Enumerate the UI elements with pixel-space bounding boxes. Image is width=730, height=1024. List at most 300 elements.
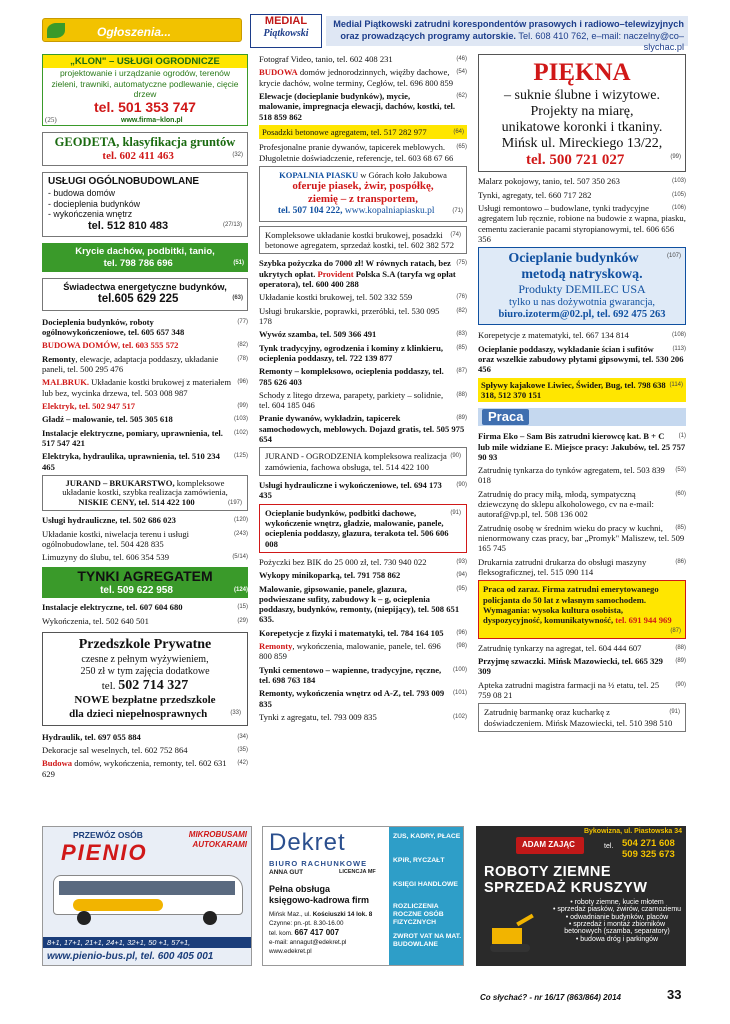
demilec-line: Produkty DEMILEC USA (518, 282, 646, 297)
ad-number: (100) (452, 666, 467, 673)
zajac-services (552, 899, 682, 943)
item-text: Zatrudnię tynkarzy na agregat, tel. 604 444 607 (478, 642, 642, 653)
praca-title: Praca (482, 409, 529, 425)
demilec-line: tylko u nas dożywotnia gwarancja, (508, 297, 656, 309)
item-bold: Budowa (42, 758, 73, 769)
ad-number: (243) (233, 530, 248, 537)
dekret-address-text: Mińsk Maz., ul. (269, 911, 313, 918)
item-text: Tynki, agregaty, tel. 660 717 282 (478, 189, 592, 200)
ad-demilec (478, 247, 686, 325)
ad-number: (78) (237, 355, 248, 362)
piekna-tel: tel. 500 721 027 (526, 152, 625, 169)
ad-number: (91) (450, 509, 461, 516)
classified-item (42, 529, 248, 550)
medial-logo (250, 14, 322, 48)
ad-number: (197) (227, 499, 242, 506)
classified-item (42, 414, 248, 424)
dekret-tag: ZWROT VAT NA MAT. BUDOWLANE (393, 933, 462, 948)
classified-item (259, 688, 467, 709)
ad-number: (15) (237, 604, 248, 611)
ad-number: (42) (237, 760, 248, 767)
logo-text-bottom: Piątkowski (263, 28, 309, 40)
item-text: , wykończenia, malowanie, panele, tel. 696 800 859 (259, 641, 441, 662)
zajac-tel-prefix: tel. (604, 843, 614, 850)
item-bold: tel. 691 944 969 (615, 615, 672, 626)
zajac-service: • sprzedaż i montaż zbiorników betonowych (szamba, separatory) (564, 921, 670, 936)
klon-title: „KLON" – USŁUGI OGRODNICZE (43, 55, 247, 68)
dekret-hours: Czynne: pn.-pt. 8.30-16.00 (269, 920, 344, 927)
item-text: Praca od zaraz. Firma zatrudni emerytowanego policjanta do 50 lat z własnym samochodem. Wymagania: wysoka kultura osobista, dyspozycyjność, komunikatywność, (483, 584, 659, 626)
item-text: Hydraulik, tel. 697 055 884 (42, 731, 141, 742)
tynki-tel: tel. 509 622 958 (100, 585, 173, 597)
item-text: Usługi brukarskie, poprawki, przeróbki, tel. 530 095 178 (259, 305, 440, 326)
klon-www[interactable]: www.firma–klon.pl (121, 116, 183, 124)
ad-number: (51) (233, 259, 244, 266)
jurand-text: kompleksowe układanie kostki, szybka realizacja zamówienia, (62, 477, 228, 498)
ad-number: (29) (237, 617, 248, 624)
section-header (42, 18, 242, 42)
classified-item (478, 344, 686, 375)
classified-item (259, 366, 467, 387)
ad-number: (82) (456, 307, 467, 314)
classified-item (259, 142, 467, 163)
pienio-top: PRZEWÓZ OSÓB (73, 830, 143, 840)
ad-krycie (42, 243, 248, 272)
item-text: Fotograf Video, tanio, tel. 602 408 231 (259, 54, 393, 64)
ad-number: (120) (233, 517, 248, 524)
item-text: Zatrudnię do pracy miłą, młodą, sympatyczną dziewczynę do sklepu alkoholowego, cv na e-mail: autoraf@vp.pl, tel. 508 136 002 (478, 488, 654, 520)
ad-number: (27/13) (222, 221, 242, 228)
classified-item (42, 552, 248, 562)
dekret-tel-prefix: tel. kom. (269, 930, 295, 937)
item-bold: BUDOWA (259, 67, 298, 78)
classified-item (259, 343, 467, 364)
ad-number: (62) (456, 92, 467, 99)
classified-item (259, 665, 467, 686)
item-text: Zatrudnię tynkarza do tynków agregatem, tel. 503 839 018 (478, 465, 665, 486)
header-line-1: Medial Piątkowski zatrudni korespondentów prasowych i radiowo–telewizyjnych (333, 19, 684, 29)
classified-item (259, 54, 467, 64)
ad-number: (103) (671, 178, 686, 185)
uslugi-title: USŁUGI OGÓLNOBUDOWLANE (48, 176, 200, 188)
ad-dekret (262, 826, 464, 966)
dekret-sub: BIURO RACHUNKOWE (269, 859, 368, 868)
item-text: Wykopy minikoparką, tel. 791 758 862 (259, 570, 401, 581)
item-text: Limuzyny do ślubu, tel. 606 354 539 (42, 552, 169, 563)
item-text: Usługi hydrauliczne i wykończeniowe, tel. 694 173 435 (259, 480, 442, 501)
classified-item (42, 428, 248, 449)
dekret-address (269, 911, 372, 919)
zajac-heading: SPRZEDAŻ KRUSZYW (484, 880, 648, 896)
item-text: Dekoracje sal weselnych, tel. 602 752 864 (42, 745, 188, 756)
krycie-tel: tel. 798 786 696 (103, 257, 173, 269)
pienio-mikrobusami: MIKROBUSAMI (188, 830, 247, 839)
jurand-tel: NISKIE CENY, tel. 514 422 100 (78, 496, 195, 507)
logo-text-top: MEDIAL (264, 15, 308, 27)
classified-item (478, 431, 686, 462)
tynki-title: TYNKI AGREGATEM (77, 568, 213, 585)
ad-number: (71) (452, 208, 463, 215)
item-text: Schody z litego drzewa, parapety, parkiety – solidnie, tel. 604 185 046 (259, 389, 444, 411)
kopalnia-line: ziemię – z transportem, (308, 193, 418, 206)
ad-number: (75) (456, 260, 467, 267)
item-text: Tynki cementowo – wapienne, tradycyjne, ręczne, tel. 698 763 184 (259, 664, 442, 686)
item-text: Zatrudnię osobę w średnim wieku do pracy w kuchni, nienormowany czas pracy, bar „Promyk" Maliszew, tel. 509 165 745 (478, 522, 685, 554)
classified-item (42, 745, 248, 755)
ad-number: (64) (453, 128, 464, 135)
ad-tynki (42, 567, 248, 598)
header-line-2b: Tel. 608 410 762, e–mail: naczelny@co–slychac.pl (515, 30, 684, 52)
klon-tel: tel. 501 353 747 (94, 98, 196, 115)
item-text: Instalacje elektryczne, pomiary, uprawnienia, tel. 517 547 421 (42, 427, 223, 448)
item-text: Korepetycje z fizyki i matematyki, tel. 784 164 105 (259, 627, 444, 638)
classified-item (478, 643, 686, 653)
ad-number: (76) (456, 294, 467, 301)
przedszkole-line: 250 zł w tym zajęcia dodatkowe (80, 665, 210, 677)
uslugi-tel: tel. 512 810 483 (88, 219, 169, 232)
classified-item (259, 258, 467, 289)
ad-number: (107) (666, 253, 681, 260)
item-text: Ocieplanie poddaszy, wykładanie ścian i sufitów oraz wszelkie zabudowy płytami gipsowymi, tel. 530 206 456 (478, 343, 684, 375)
jurand-title: JURAND – BRUKARSTWO, (65, 477, 175, 488)
item-text: Apteka zatrudni magistra farmacji na ½ etatu, tel. 25 759 08 21 (478, 679, 660, 700)
ad-number: (125) (233, 453, 248, 460)
zajac-service: • sprzedaż piasków, żwirów, czarnoziemu (552, 906, 682, 914)
item-text: Usługi hydrauliczne, tel. 502 686 023 (42, 515, 176, 526)
piekna-title: PIĘKNA (533, 59, 631, 86)
ad-number: (99) (670, 154, 681, 161)
classified-item (259, 584, 467, 625)
zajac-tel-1: 504 271 608 (622, 838, 675, 849)
item-text: Malarz pokojowy, tanio, tel. 507 350 263 (478, 176, 620, 187)
kopalnia-www[interactable]: www.kopalniapiasku.pl (342, 206, 435, 217)
demilec-tel: biuro.izoterm@02.pl, tel. 692 475 263 (498, 309, 666, 321)
ad-number: (93) (456, 558, 467, 565)
przedszkole-title: Przedszkole Prywatne (78, 636, 212, 652)
classified-item (42, 515, 248, 525)
dekret-tag: ZUS, KADRY, PŁACE (393, 833, 461, 840)
pienio-www[interactable]: www.pienio-bus.pl, tel. 600 405 001 (47, 951, 214, 962)
praca-header (478, 408, 686, 426)
ad-number: (33) (230, 709, 241, 716)
ad-number: (95) (456, 585, 467, 592)
classified-item (42, 317, 248, 338)
przedszkole-line: czesne z pełnym wyżywieniem, (81, 653, 209, 665)
przedszkole-tel-prefix: tel. (101, 679, 116, 692)
item-bold: Provident (317, 268, 354, 279)
ad-number: (87) (456, 368, 467, 375)
zajac-heading: ROBOTY ZIEMNE (484, 864, 612, 880)
classified-item (259, 390, 467, 411)
item-text: Posadzki betonowe agregatem, tel. 517 282 977 (262, 126, 427, 137)
pienio-seats: 8+1, 17+1, 21+1, 24+1, 32+1, 50 +1, 57+1, (43, 937, 251, 948)
item-text: Elewacje (docieplanie budynków), mycie, malowanie, impregnacja elewacji, dachów, kostki, tel. 518 859 862 (259, 90, 456, 122)
item-text: Remonty, wykończenia wnętrz od A-Z, tel. 793 009 835 (259, 688, 445, 709)
demilec-line: Ocieplanie budynków (508, 251, 639, 267)
kopalnia-title: KOPALNIA PIASKU (279, 169, 359, 180)
item-text: Elektryk, tel. 502 947 517 (42, 400, 136, 411)
ad-number: (85) (675, 524, 686, 531)
zajac-name: ADAM ZAJĄC (522, 840, 575, 849)
leaf-icon (47, 23, 65, 38)
piekna-line: Projekty na miarę, (530, 103, 634, 119)
classified-item (259, 641, 467, 662)
pienio-autokarami: AUTOKARAMI (192, 840, 247, 849)
item-text: Wykończenia, tel. 502 640 501 (42, 615, 149, 626)
ad-number: (103) (233, 416, 248, 423)
classified-item (478, 523, 686, 554)
ad-number: (102) (452, 713, 467, 720)
item-text: Firma Eko – Sam Bis zatrudni kierowcę kat. B + C lub mile widziane E. Miejsce pracy: Jakubów, tel. 25 757 90 93 (478, 431, 686, 462)
ad-number: (90) (675, 681, 686, 688)
przedszkole-tel: 502 714 327 (118, 677, 189, 693)
dekret-line: księgowo-kadrowa firm (269, 895, 370, 905)
item-text: Instalacje elektryczne, tel. 607 604 680 (42, 602, 183, 613)
ad-number: (65) (456, 144, 467, 151)
uslugi-line: - docieplenia budynków (48, 198, 140, 209)
item-text: Remonty – kompleksowo, ocieplenia poddaszy, tel. 785 626 403 (259, 366, 444, 387)
item-text: Układanie kostki brukowej, tel. 502 332 559 (259, 292, 413, 303)
ad-number: (86) (675, 558, 686, 565)
ad-number: (91) (669, 709, 680, 716)
ad-praca-policjant (478, 580, 686, 638)
ad-number: (85) (456, 344, 467, 351)
przedszkole-line: NOWE bezpłatne przedszkole (74, 694, 216, 707)
dekret-tag: ROZLICZENIA ROCZNE OSÓB FIZYCZNYCH (393, 903, 444, 926)
item-text: Wywóz szamba, tel. 509 366 491 (259, 329, 377, 340)
page-number: 33 (667, 987, 682, 1002)
dekret-tel (269, 928, 339, 938)
classified-item (478, 190, 686, 200)
ad-uslugi (42, 172, 248, 237)
przedszkole-line: dla dzieci niepełnosprawnych (69, 707, 208, 720)
ad-number: (60) (675, 490, 686, 497)
ad-number: (35) (237, 747, 248, 754)
item-text: Profesjonalne pranie dywanów, tapicerek meblowych. Długoletnie doświadczenie, referencje, tel. 603 68 67 66 (259, 142, 454, 163)
ad-number: (114) (669, 381, 683, 388)
ad-number: (98) (456, 643, 467, 650)
classified-item (42, 732, 248, 742)
dekret-address-street: Kościuszki 14 lok. 8 (312, 911, 373, 918)
header-banner (326, 16, 688, 52)
kopalnia-line: oferuje piasek, żwir, pospółkę, (292, 180, 434, 192)
item-text: Pożyczki bez BIK do 25 000 zł, tel. 730 940 022 (259, 556, 427, 567)
dekret-owner: ANNA GUT (269, 869, 304, 876)
classified-item (478, 557, 686, 578)
classified-item (42, 340, 248, 350)
classified-item (478, 656, 686, 677)
classified-item (42, 401, 248, 411)
classified-item (259, 329, 467, 339)
column-1 (42, 54, 248, 782)
ad-number: (89) (675, 658, 686, 665)
item-text: Malowanie, gipsowanie, panele, glazura, podwieszane sufity, zabudowy k – g, ocieplenia poddaszy, budynków, remonty, (niepijący), tel. 508 651 635. (259, 583, 460, 625)
item-text: Przyjmę szwaczki. Mińsk Mazowiecki, tel. 665 329 309 (478, 656, 663, 677)
ad-jurand (42, 475, 248, 511)
classified-item (478, 203, 686, 244)
item-text: Ocieplanie budynków, podbitki dachowe, wykończenie wnętrz, gładzie, malowanie, panele, ocieplenia poddaszy, glazura, terakota tel. 506 606 008 (265, 507, 449, 549)
ad-number: (96) (456, 629, 467, 636)
item-text: Korepetycje z matematyki, tel. 667 134 814 (478, 330, 629, 341)
dekret-logo: Dekret (269, 829, 346, 856)
item-text: Spływy kajakowe Liwiec, Świder, Bug, tel. 798 638 318, 512 370 151 (481, 379, 666, 400)
item-text: Tynk tradycyjny, ogrodzenia i kominy z klinkieru, ocieplenia poddaszy, tel. 722 139 877 (259, 342, 443, 363)
item-text: Docieplenia budynków, roboty ogólnowykończeniowe, tel. 605 657 348 (42, 316, 185, 338)
ad-number: (99) (237, 402, 248, 409)
item-text: , elewacje, adaptacja poddaszy, układanie paneli, tel. 500 295 476 (42, 353, 219, 375)
zajac-address: Bykowizna, ul. Piastowska 34 (583, 828, 682, 835)
ad-number: (46) (456, 56, 467, 62)
zajac-service: • budowa dróg i parkingów (575, 935, 659, 943)
ad-number: (90) (456, 482, 467, 489)
item-text: Elektryka, hydraulika, uprawnienia, tel. 510 234 465 (42, 451, 220, 472)
dekret-tag: KSIĘGI HANDLOWE (393, 881, 458, 888)
classified-item (42, 602, 248, 612)
classified-item (478, 465, 686, 486)
excavator-icon (488, 916, 536, 956)
classified-item (478, 176, 686, 186)
dekret-line: Pełna obsługa (269, 884, 331, 894)
ad-piekna (478, 54, 686, 172)
ad-swiadectwa (42, 278, 248, 311)
item-text: Układanie kostki, niwelacja terenu i usługi ogólnobudowlane, tel. 504 428 835 (42, 528, 190, 549)
ad-number: (5/14) (232, 554, 248, 561)
item-bold: Remonty (42, 353, 76, 364)
ad-kompleksowe (259, 226, 467, 255)
classified-item (42, 354, 248, 375)
ad-number: (63) (232, 294, 243, 301)
ad-number: (106) (671, 205, 686, 211)
krycie-line: Krycie dachów, podbitki, tanio, (75, 246, 215, 258)
ad-number: (77) (237, 318, 248, 325)
classified-item (259, 480, 467, 501)
item-text: BUDOWA DOMÓW, tel. 603 555 572 (42, 340, 179, 351)
classified-item (478, 330, 686, 340)
ad-number: (74) (450, 231, 461, 238)
ad-number: (89) (456, 415, 467, 422)
classified-item (42, 451, 248, 472)
ad-number: (90) (450, 453, 461, 460)
uslugi-line: - budowa domów (48, 188, 115, 199)
geodeta-tel: tel. 602 411 463 (102, 150, 174, 163)
ad-pienio (42, 826, 252, 966)
klon-desc: projektowanie i urządzanie ogrodów, terenów zieleni, trawniki, automatyczne podlewanie, cięcie drzew (51, 68, 239, 99)
swiadectwa-line: Świadectwa energetyczne budynków, (63, 281, 227, 292)
item-text: Drukarnia zatrudni drukarza do obsługi maszyny fleksograficznej, tel. 515 090 114 (478, 556, 647, 577)
piekna-line: unikatowe koronki i tkaniny. (501, 119, 663, 135)
classified-item (478, 489, 686, 520)
item-text: Układanie kostki brukowej z materiałem lub bez, wycinka drzewa, tel. 503 008 987 (42, 377, 232, 398)
zajac-tel-2: 509 325 673 (622, 849, 675, 860)
ad-zajac (476, 826, 686, 966)
dekret-email[interactable]: e-mail: annagut@edekret.pl (269, 939, 347, 946)
ad-jurand-ogrodzenia (259, 447, 467, 476)
ad-number: (88) (456, 391, 467, 398)
footer-publication: Co słychać? - nr 16/17 (863/864) 2014 (480, 993, 621, 1002)
ad-number: (87) (670, 627, 681, 634)
ad-number: (53) (675, 467, 686, 474)
ad-przedszkole (42, 632, 248, 726)
item-text: JURAND - OGRODZENIA kompleksowa realizacja zamówienia, fachowa obsługa, tel. 514 422 100 (265, 451, 447, 472)
ad-number: (32) (232, 152, 243, 159)
item-text: Tynki z agregatu, tel. 793 009 835 (259, 711, 377, 722)
ad-number: (108) (671, 332, 686, 339)
ad-ocieplanie (259, 504, 467, 553)
dekret-tag: KPiR, RYCZAŁT (393, 857, 445, 864)
ad-number: (94) (456, 572, 467, 579)
demilec-line: metodą natryskową. (521, 267, 643, 283)
column-3 (478, 54, 686, 736)
geodeta-title: GEODETA, klasyfikacja gruntów (54, 135, 236, 150)
item-text: Szybka pożyczka do 7000 zł! W równych ratach, bez ukrytych opłat. (259, 258, 451, 279)
bus-icon (53, 871, 243, 925)
item-text: Gładź – malowanie, tel. 505 305 618 (42, 414, 173, 425)
classified-item (259, 628, 467, 638)
ad-number: (83) (456, 331, 467, 338)
classified-item (478, 680, 686, 701)
ad-number: (82) (237, 342, 248, 349)
kopalnia-text: w Górach koło Jakubowa (358, 169, 447, 180)
ad-number: (34) (237, 733, 248, 740)
ad-number: (1) (678, 433, 686, 440)
section-title: Ogłoszenia... (97, 25, 172, 39)
uslugi-line: - wykończenia wnętrz (48, 209, 133, 220)
ad-kopalnia (259, 166, 467, 222)
ad-number: (54) (456, 69, 467, 76)
ad-number: (113) (672, 345, 686, 352)
classified-item (42, 758, 248, 779)
classified-item-highlight (478, 378, 686, 403)
piekna-line: Mińsk ul. Mireckiego 13/22, (501, 136, 663, 152)
ad-number: (96) (237, 379, 248, 386)
item-text: domów jednorodzinnych, więźby dachowe, krycie dachów, wolne terminy, Cegłów, tel. 696 800 859 (259, 67, 454, 88)
classified-item-highlight (259, 125, 467, 139)
column-2 (259, 54, 467, 725)
item-text: Polska S.A (taryfa wg opłat operatora), tel. 600 400 288 (259, 268, 456, 290)
classified-item (259, 91, 467, 122)
swiadectwa-tel: tel.605 629 225 (97, 292, 179, 305)
ad-number: (101) (452, 690, 467, 697)
item-text: Pranie dywanów, wykładzin, tapicerek samochodowych, meblowych. Dojazd gratis, tel. 505 975 654 (259, 413, 465, 445)
zajac-service: • roboty ziemne, kucie młotem (570, 899, 664, 906)
ad-geodeta (42, 132, 248, 166)
classified-item (259, 67, 467, 88)
classified-item (259, 557, 467, 567)
classified-item (259, 413, 467, 444)
classified-item (259, 712, 467, 722)
classified-item (259, 292, 467, 302)
item-text: domów, wykończenia, remonty, tel. 602 631 629 (42, 758, 227, 779)
ad-number: (124) (233, 587, 248, 594)
ad-number: (88) (675, 644, 686, 651)
ad-barmanka (478, 703, 686, 732)
zajac-service: • odwadnianie budynków, placów (565, 913, 669, 921)
item-bold: MALBRUK. (42, 377, 90, 388)
classified-item (259, 570, 467, 580)
item-text: Usługi remontowo – budowlane, tynki tradycyjne agregatem lub ręcznie, robione na budowie z wapna, piasku, cementu zacieranie pacami styropianowymi, tel. 606 656 356 (478, 203, 686, 244)
ad-klon (42, 54, 248, 126)
dekret-license: LICENCJA MF (339, 869, 376, 875)
dekret-tel-number: 667 417 007 (294, 928, 340, 937)
ad-number: (102) (233, 429, 248, 436)
item-text: Kompleksowe układanie kostki brukowej, posadzki betonowe agregatem, sprzedaż kostki, tel. 602 382 572 (265, 229, 455, 251)
kopalnia-tel: tel. 507 104 222, (277, 206, 343, 217)
classified-item (259, 306, 467, 327)
item-text: Zatrudnię barmankę oraz kucharkę z doświadczeniem. Mińsk Mazowiecki, tel. 510 398 510 (484, 707, 673, 728)
dekret-www[interactable]: www.edekret.pl (269, 948, 312, 955)
piekna-line: – suknie ślubne i wizytowe. (504, 87, 660, 103)
ad-number: (105) (671, 191, 686, 198)
